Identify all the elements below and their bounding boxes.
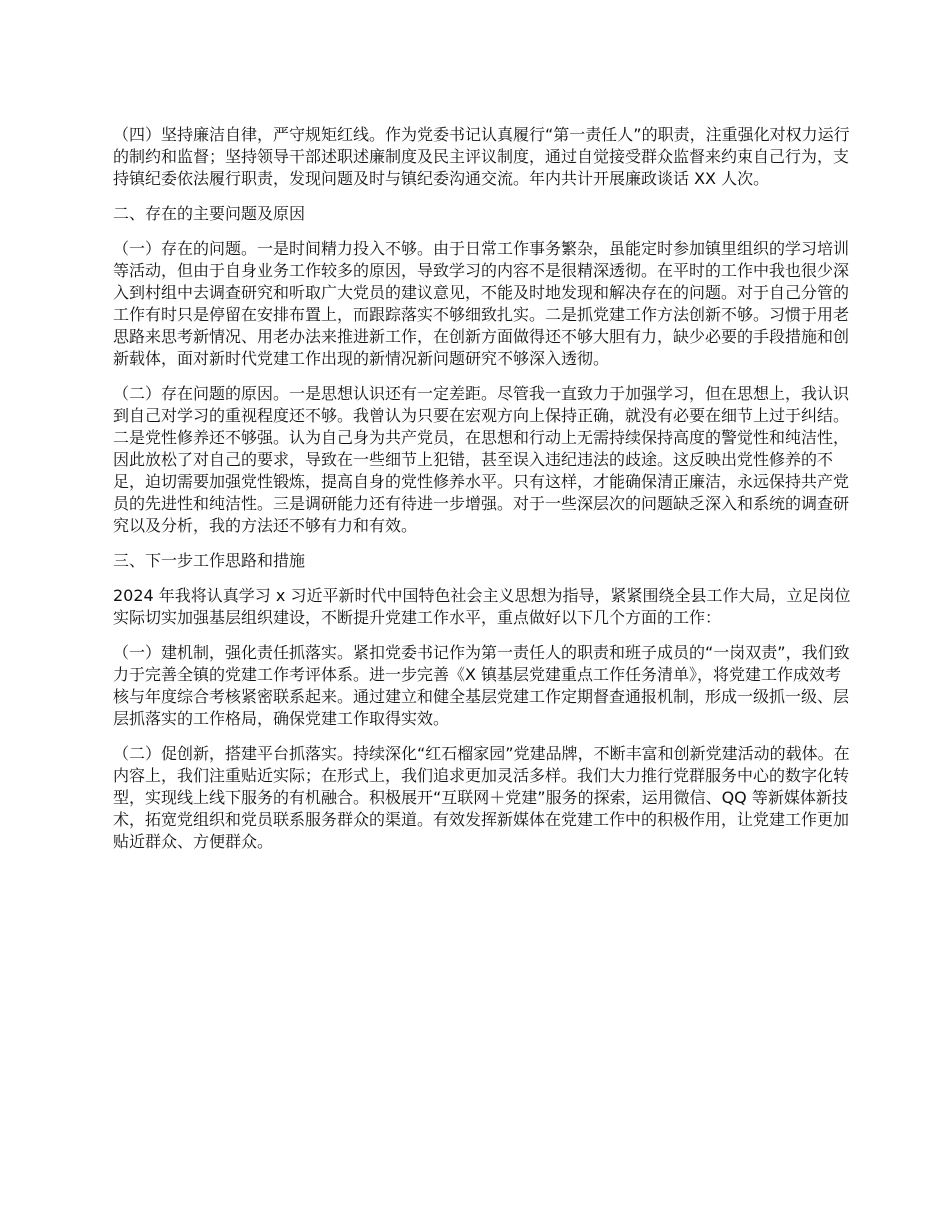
- section-heading-problems: 二、存在的主要问题及原因: [113, 204, 306, 223]
- section-heading-next-steps: 三、下一步工作思路和措施: [113, 551, 306, 570]
- paragraph-integrity: （四）坚持廉洁自律，严守规矩红线。作为党委书记认真履行“第一责任人”的职责，注重强化对权力运行的制约和监督；坚持领导干部述职述廉制度及民主评议制度，通过自觉接受群众监督来约束自己行为，支持镇纪委依法履行职责，发现问题及时与镇纪委沟通交流。年内共计开展廉政谈话 XX 人次。: [113, 125, 850, 188]
- paragraph-existing-problems: （一）存在的问题。一是时间精力投入不够。由于日常工作事务繁杂，虽能定时参加镇里组织的学习培训等活动，但由于自身业务工作较多的原因，导致学习的内容不是很精深透彻。在平时的工作中我也很少深入到村组中去调查研究和听取广大党员的建议意见，不能及时地发现和解决存在的问题。对于自己分管的工作有时只是停留在安排布置上，而跟踪落实不够细致扎实。二是抓党建工作方法创新不够。习惯于用老思路来思考新情况、用老办法来推进新工作，在创新方面做得还不够大胆有力，缺少必要的手段措施和创新载体，面对新时代党建工作出现的新情况新问题研究不够深入透彻。: [113, 239, 850, 368]
- paragraph-problem-causes: （二）存在问题的原因。一是思想认识还有一定差距。尽管我一直致力于加强学习，但在思想上，我认识到自己对学习的重视程度还不够。我曾认为只要在宏观方向上保持正确，就没有必要在细节上过于纠结。二是党性修养还不够强。认为自己身为共产党员，在思想和行动上无需持续保持高度的警觉性和纯洁性，因此放松了对自己的要求，导致在一些细节上犯错，甚至误入违纪违法的歧途。这反映出党性修养的不足，迫切需要加强党性锻炼，提高自身的党性修养水平。只有这样，才能确保清正廉洁，永远保持共产党员的先进性和纯洁性。三是调研能力还有待进一步增强。对于一些深层次的问题缺乏深入和系统的调查研究以及分析，我的方法还不够有力和有效。: [113, 384, 850, 535]
- paragraph-2024-plan: 2024 年我将认真学习 x 习近平新时代中国特色社会主义思想为指导，紧紧围绕全县工作大局，立足岗位实际切实加强基层组织建设，不断提升党建工作水平，重点做好以下几个方面的工作：: [113, 586, 851, 627]
- document-body: [113, 124, 855, 866]
- paragraph-promote-innovation: （二）促创新，搭建平台抓落实。持续深化“红石榴家园”党建品牌，不断丰富和创新党建活动的载体。在内容上，我们注重贴近实际；在形式上，我们追求更加灵活多样。我们大力推行党群服务中心的数字化转型，实现线上线下服务的有机融合。积极展开“互联网＋党建”服务的探索，运用微信、QQ 等新媒体新技术，拓宽党组织和党员联系服务群众的渠道。有效发挥新媒体在党建工作中的积极作用，让党建工作更加贴近群众、方便群众。: [113, 744, 850, 851]
- paragraph-build-mechanism: （一）建机制，强化责任抓落实。紧扣党委书记作为第一责任人的职责和班子成员的“一岗双责”，我们致力于完善全镇的党建工作考评体系。进一步完善《X 镇基层党建重点工作任务清单》，将党建工作成效考核与年度综合考核紧密联系起来。通过建立和健全基层党建工作定期督查通报机制，形成一级抓一级、层层抓落实的工作格局，确保党建工作取得实效。: [113, 643, 850, 728]
